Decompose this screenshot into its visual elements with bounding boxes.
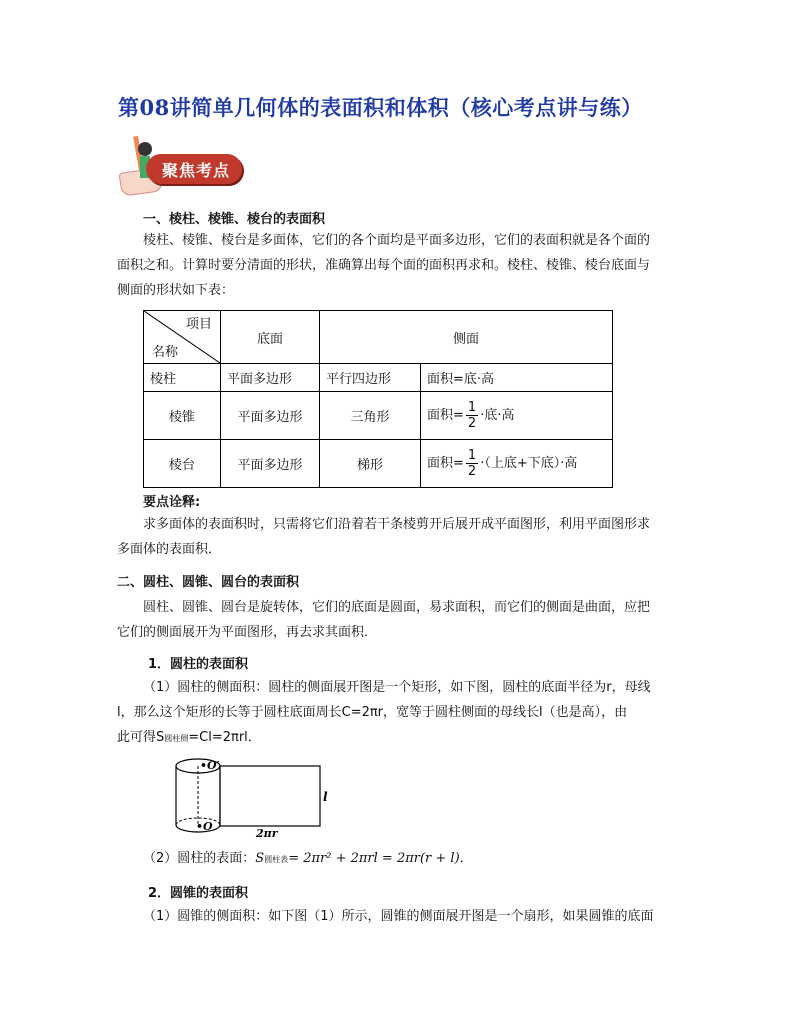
table-cell-area: 面积=底·高 [421,364,613,392]
section1-line2: 面积之和。计算时要分清面的形状，准确算出每个面的面积再求和。棱柱、棱锥、棱台底面与 [117,258,651,273]
sub1-line2: l，那么这个矩形的长等于圆柱底面周长C=2πr，宽等于圆柱侧面的母线长l（也是高），由 [117,705,628,720]
table-row [144,364,613,392]
fraction-numerator: 1 [467,400,477,415]
table-corner-cell [144,311,221,364]
table-cell-name: 棱柱 [144,364,221,392]
formula-s: S [255,851,265,866]
fraction-half [466,400,478,431]
formula-end: ． [459,851,473,866]
student-head-illustration [138,142,152,156]
sub1-line3-subscript: 圆柱侧 [164,734,189,743]
section2-line2: 它们的侧面展开为平面图形，再去求其面积． [117,625,378,640]
section2-heading: 二、圆柱、圆锥、圆台的表面积 [117,575,300,590]
sub1-line3-a: 此可得S [117,730,165,745]
notes-heading: 要点诠释: [143,495,201,510]
sub1-heading: 1．圆柱的表面积 [148,657,249,672]
fraction-half [466,448,478,479]
sub1-line4 [143,846,683,872]
notes-body [117,512,687,562]
section1-line1: 棱柱、棱锥、棱台是多面体，它们的各个面均是平面多边形，它们的表面积就是各个面的 [143,233,651,248]
table-cell-area [421,392,613,440]
sub1-line3 [117,725,687,751]
table-corner-top: 项目 [186,317,213,332]
area-suffix: ·底·高 [480,408,515,423]
label-o: •O [196,820,213,833]
section2-line1: 圆柱、圆锥、圆台是旋转体，它们的底面是圆面，易求面积，而它们的侧面是曲面，应把 [143,600,651,615]
table-header-base: 底面 [221,311,320,364]
page-title: 第08讲简单几何体的表面积和体积（核心考点讲与练） [118,95,643,120]
fraction-denominator: 2 [467,416,477,431]
section1-body [117,228,687,303]
table-row [144,440,613,488]
notes-line1: 求多面体的表面积时，只需将它们沿着若干条棱剪开后展开成平面图形，利用平面图形求 [143,517,651,532]
table-cell-name: 棱台 [144,440,221,488]
table-row [144,392,613,440]
sub2-heading: 2．圆锥的表面积 [148,886,249,901]
table-cell-name: 棱锥 [144,392,221,440]
unfolded-rectangle [220,766,320,826]
notes-line2: 多面体的表面积． [117,542,222,557]
area-prefix: 面积= [427,408,464,423]
table-cell-base: 平面多边形 [221,364,320,392]
table-header-side: 侧面 [320,311,613,364]
cylinder-unfold-figure [160,755,340,840]
label-o-prime: •O′ [200,759,220,772]
fraction-numerator: 1 [467,448,477,463]
table-cell-base: 平面多边形 [221,392,320,440]
section1-line3: 侧面的形状如下表： [117,283,235,298]
polyhedra-table [143,310,613,488]
table-cell-base: 平面多边形 [221,440,320,488]
sub1-line4-a: （2）圆柱的表面： [143,851,256,866]
fraction-denominator: 2 [467,464,477,479]
label-l: l [323,790,328,804]
area-prefix: 面积= [427,456,464,471]
table-cell-side-shape: 梯形 [320,440,421,488]
table-cell-area [421,440,613,488]
banner-label: 聚焦考点 [162,161,231,180]
formula-subscript: 圆柱表 [264,855,289,864]
sub1-body [117,675,687,751]
sub2-line1: （1）圆锥的侧面积：如下图（1）所示，圆锥的侧面展开图是一个扇形，如果圆锥的底面 [143,909,654,924]
sub1-line3-b: =Cl=2πrl． [188,730,261,745]
section1-heading: 一、棱柱、棱锥、棱台的表面积 [143,212,326,227]
table-cell-side-shape: 三角形 [320,392,421,440]
label-2pir: 2πr [256,827,278,840]
table-corner-bottom: 名称 [152,345,179,360]
sub1-line1: （1）圆柱的侧面积：圆柱的侧面展开图是一个矩形，如下图，圆柱的底面半径为r，母线 [143,680,651,695]
section-banner [116,136,246,202]
formula-body: = 2πr² + 2πrl = 2πr(r + l) [288,851,460,866]
section2-body [117,595,687,645]
table-cell-side-shape: 平行四边形 [320,364,421,392]
sub2-body [117,904,687,929]
area-suffix: ·（上底+下底）·高 [480,456,578,471]
table-header-row [144,311,613,364]
